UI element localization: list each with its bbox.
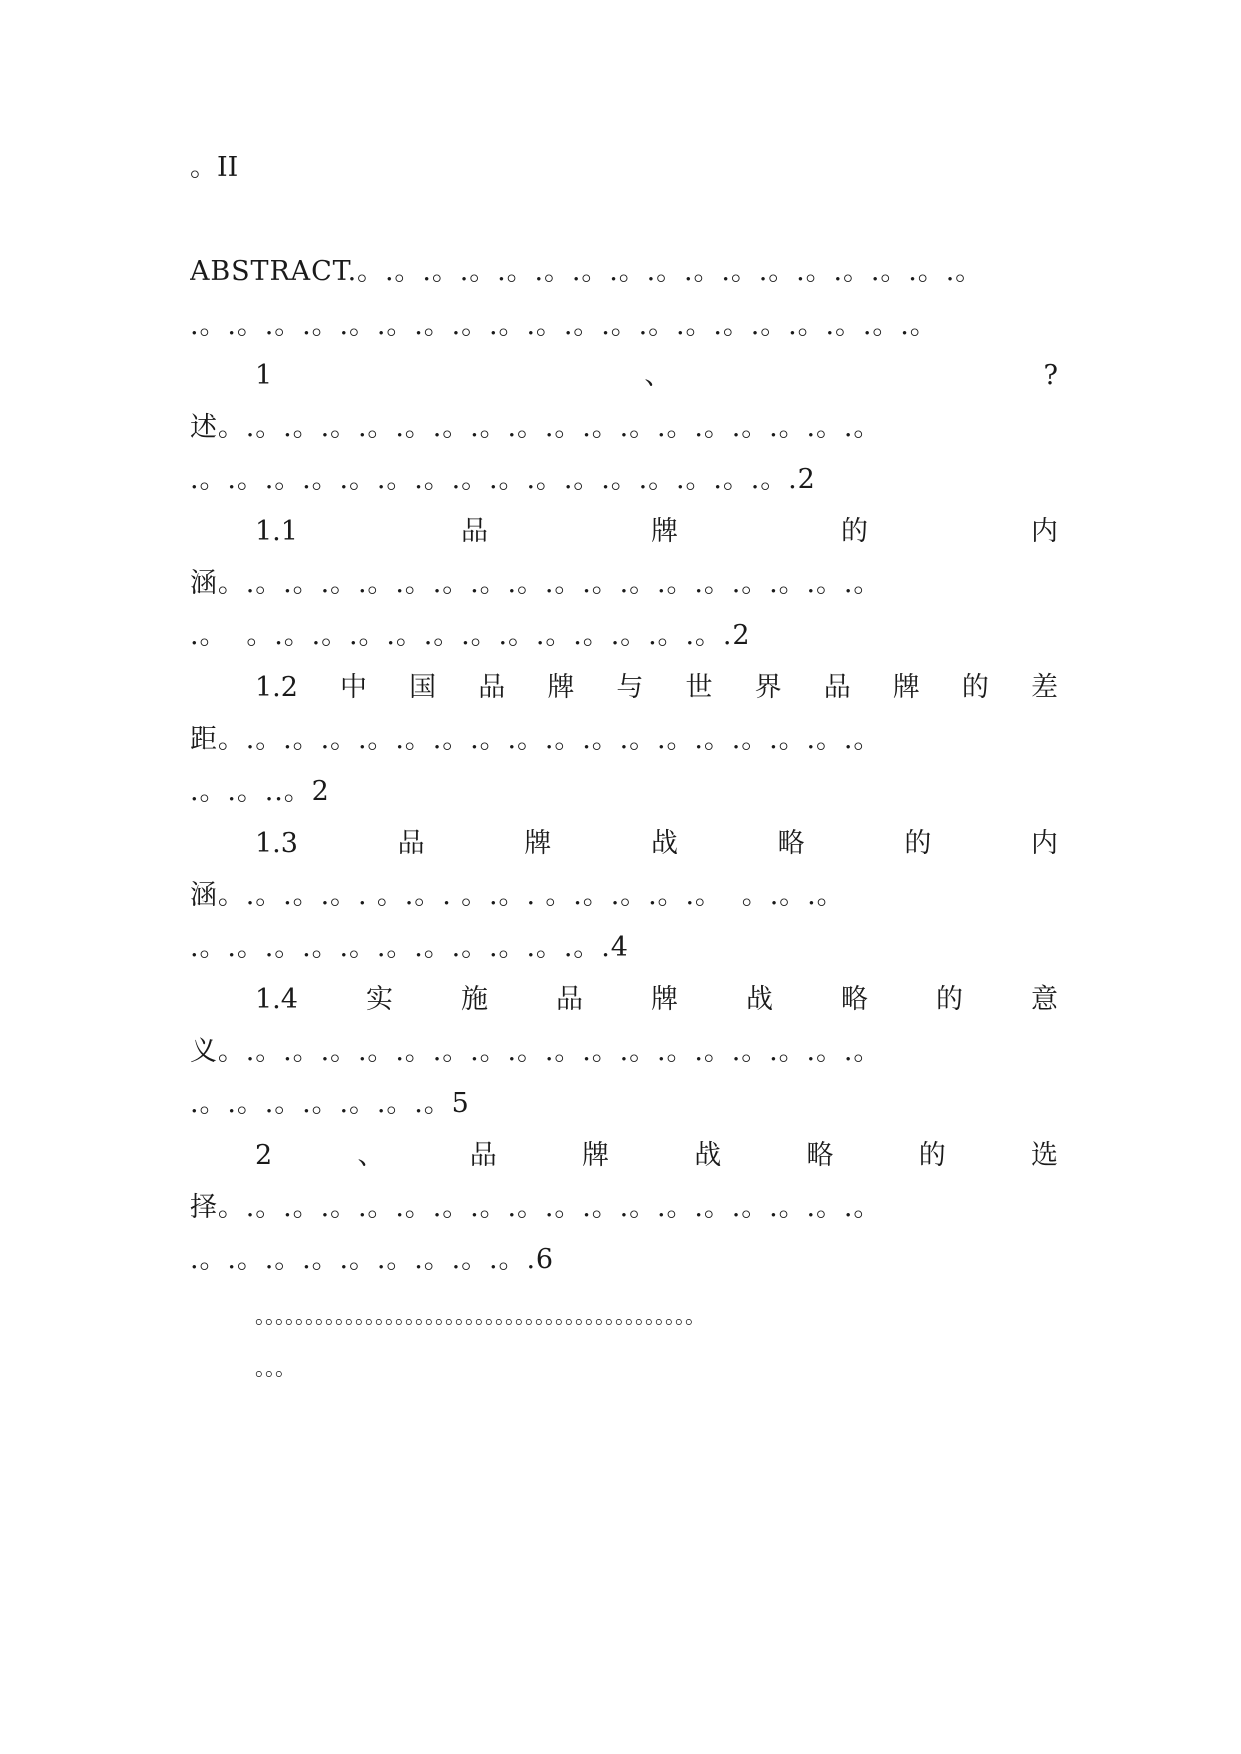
abstract-entry-line1: ABSTRACT.。.。.。.。.。.。.。.。.。.。.。.。.。.。.。.。.。 <box>190 256 984 287</box>
heading-part: 牌 <box>650 984 678 1015</box>
heading-part: ? <box>1043 360 1058 391</box>
toc-entry-1-3-line1: 涵。.。.。.。. 。.。. 。.。. 。.。.。.。.。 。.。.。 <box>190 880 845 911</box>
top-fragment: 。II <box>190 152 239 183</box>
heading-part: 牌 <box>892 672 920 703</box>
heading-part: 战 <box>694 1140 722 1171</box>
heading-part: 国 <box>409 672 437 703</box>
heading-part: 、 <box>644 360 672 391</box>
heading-part: 牌 <box>650 516 678 547</box>
heading-part: 略 <box>777 828 805 859</box>
heading-part: 品 <box>460 516 488 547</box>
ellipsis-line-2: 。。。 <box>255 1356 296 1380</box>
toc-entry-2-heading <box>255 1136 1058 1176</box>
heading-part: 战 <box>745 984 773 1015</box>
heading-part: 品 <box>823 672 851 703</box>
heading-part: 世 <box>685 672 713 703</box>
toc-entry-1-3-heading <box>255 824 1058 864</box>
toc-entry-1-1-heading <box>255 512 1058 552</box>
toc-entry-1-line2: .。.。.。.。.。.。.。.。.。.。.。.。.。.。.。.。.2 <box>190 464 816 495</box>
heading-part: 1.4 <box>255 984 298 1015</box>
heading-part: 施 <box>460 984 488 1015</box>
heading-part: 1.1 <box>255 516 298 547</box>
heading-part: 品 <box>555 984 583 1015</box>
heading-part: 1.2 <box>255 672 298 703</box>
toc-entry-1-heading <box>255 356 1058 396</box>
heading-part: 、 <box>357 1140 385 1171</box>
heading-part: 意 <box>1030 984 1058 1015</box>
heading-part: 1.3 <box>255 828 298 859</box>
toc-entry-1-4-heading <box>255 980 1058 1020</box>
heading-part: 的 <box>904 828 932 859</box>
toc-entry-1-1-line2: .。 。.。.。.。.。.。.。.。.。.。.。.。.。.2 <box>190 620 751 651</box>
heading-part: 牌 <box>581 1140 609 1171</box>
toc-entry-1-3-line2: .。.。.。.。.。.。.。.。.。.。.。.4 <box>190 932 629 963</box>
heading-part: 选 <box>1030 1140 1058 1171</box>
heading-part: 2 <box>255 1140 273 1171</box>
heading-part: 内 <box>1030 828 1058 859</box>
heading-part: 界 <box>754 672 782 703</box>
ellipsis-line-1: 。。。。。。。。。。。。。。。。。。。。。。。。。。。。。。。。。。。。。。。。。。。。 <box>255 1304 706 1328</box>
heading-part: 的 <box>840 516 868 547</box>
heading-part: 的 <box>918 1140 946 1171</box>
heading-part: 与 <box>616 672 644 703</box>
heading-part: 牌 <box>547 672 575 703</box>
heading-part: 牌 <box>524 828 552 859</box>
toc-entry-1-4-line1: 义。.。.。.。.。.。.。.。.。.。.。.。.。.。.。.。.。.。 <box>190 1036 882 1067</box>
toc-entry-2-line2: .。.。.。.。.。.。.。.。.。.6 <box>190 1244 555 1275</box>
heading-part: 差 <box>1030 672 1058 703</box>
heading-part: 品 <box>478 672 506 703</box>
toc-entry-1-2-line1: 距。.。.。.。.。.。.。.。.。.。.。.。.。.。.。.。.。.。 <box>190 724 882 755</box>
toc-entry-1-line1: 述。.。.。.。.。.。.。.。.。.。.。.。.。.。.。.。.。.。 <box>190 412 882 443</box>
toc-entry-1-4-line2: .。.。.。.。.。.。.。5 <box>190 1088 470 1119</box>
toc-entry-1-2-line2: .。.。..。2 <box>190 776 330 807</box>
heading-part: 实 <box>365 984 393 1015</box>
abstract-entry-line2: .。.。.。.。.。.。.。.。.。.。.。.。.。.。.。.。.。.。.。.。 <box>190 310 938 341</box>
heading-part: 中 <box>340 672 368 703</box>
toc-entry-2-line1: 择。.。.。.。.。.。.。.。.。.。.。.。.。.。.。.。.。.。 <box>190 1192 882 1223</box>
heading-part: 1 <box>255 360 273 391</box>
heading-part: 品 <box>397 828 425 859</box>
heading-part: 内 <box>1030 516 1058 547</box>
heading-part: 战 <box>650 828 678 859</box>
heading-part: 的 <box>961 672 989 703</box>
heading-part: 品 <box>469 1140 497 1171</box>
heading-part: 的 <box>935 984 963 1015</box>
toc-entry-1-2-heading <box>255 668 1058 708</box>
toc-entry-1-1-line1: 涵。.。.。.。.。.。.。.。.。.。.。.。.。.。.。.。.。.。 <box>190 568 882 599</box>
heading-part: 略 <box>806 1140 834 1171</box>
heading-part: 略 <box>840 984 868 1015</box>
